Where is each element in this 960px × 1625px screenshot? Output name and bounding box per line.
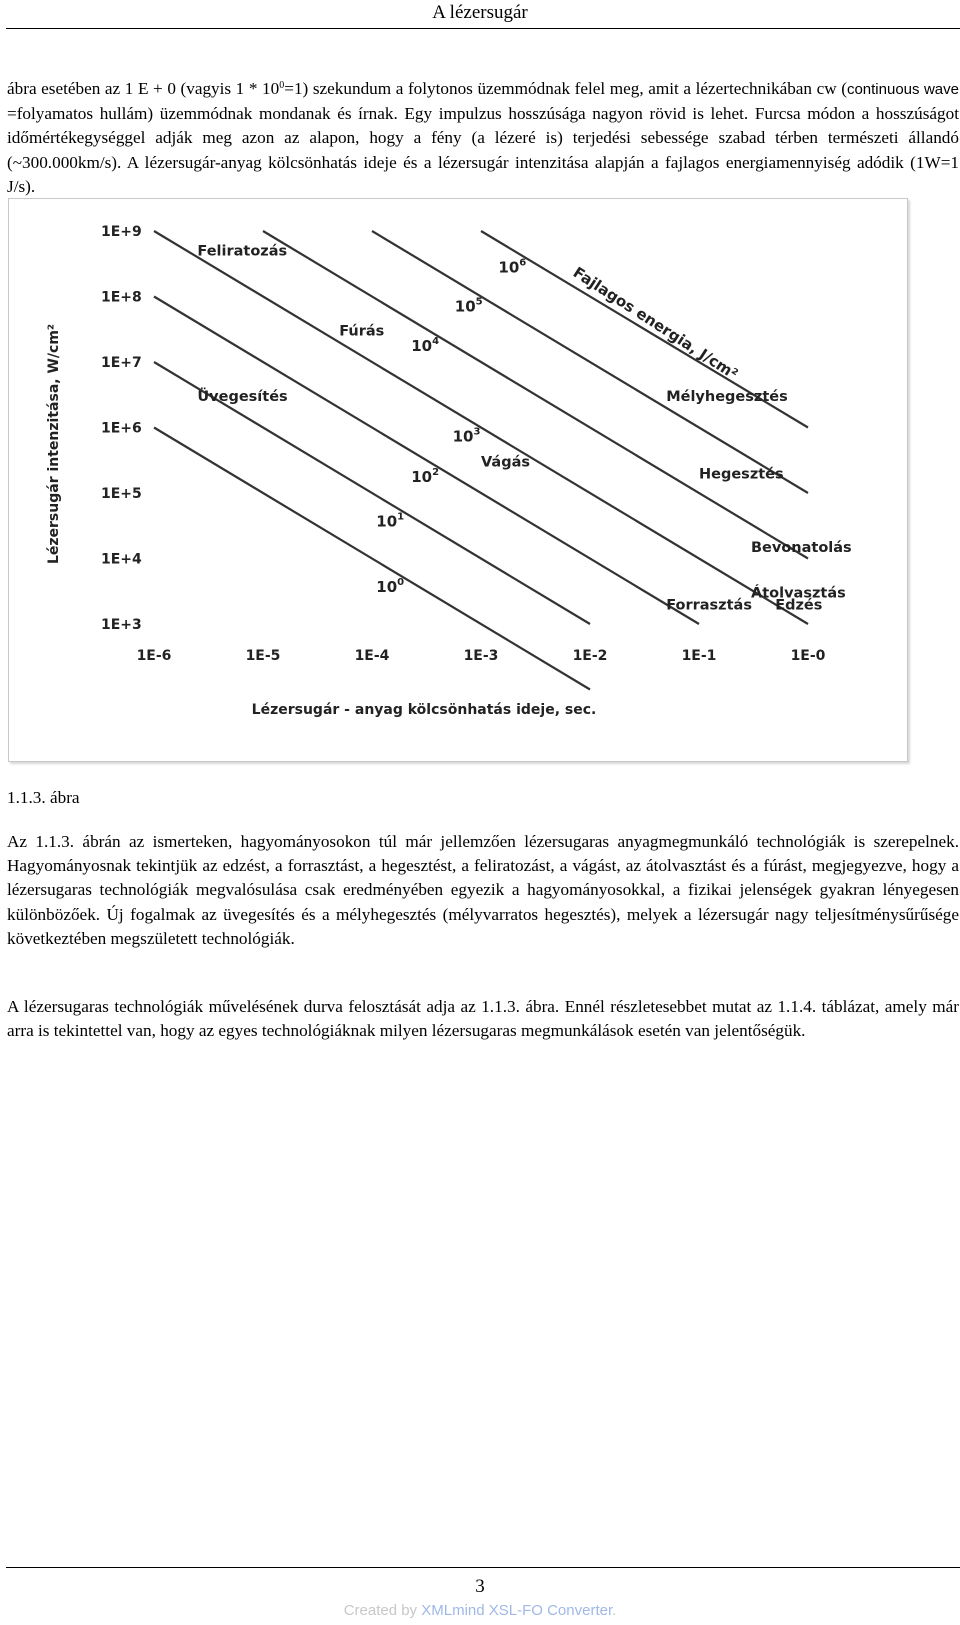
x-tick-label: 1E-1 <box>681 648 717 664</box>
creator-suffix: . <box>612 1602 617 1619</box>
footer-divider <box>6 1567 960 1568</box>
region-label: Mélyhegesztés <box>666 389 788 406</box>
region-label: Vágás <box>481 454 531 471</box>
y-tick-label: 1E+6 <box>101 420 142 437</box>
intro-paragraph <box>7 77 959 199</box>
y-tick-label: 1E+9 <box>101 224 142 240</box>
region-label: Hegesztés <box>699 466 784 483</box>
x-axis-title: Lézersugár - anyag kölcsönhatás ideje, sec. <box>251 702 597 718</box>
process-regions <box>197 244 851 614</box>
y-tick-label: 1E+4 <box>101 551 142 568</box>
x-tick-label: 1E-5 <box>245 648 281 664</box>
energy-line-3 <box>154 231 808 624</box>
x-axis-ticks <box>137 648 826 664</box>
y-tick-label: 1E+8 <box>101 289 142 306</box>
intro-superscript: 0 <box>279 80 285 91</box>
region-label: Átolvasztás <box>751 585 846 602</box>
y-axis-title: Lézersugár intenzitása, W/cm² <box>46 323 62 565</box>
creator-note <box>0 1601 960 1621</box>
intro-text-c: =folyamatos hullám) üzemmódnak mondanak és írnak. Egy impulzus hosszúsága nagyon rövid is lehet. Furcsa módon a hosszúságot időmértékegységgel adják meg azon az alapon, hogy a fény (a lézeré is) terjedési sebessége szabad térben természeti állandó (~300.000km/s). A lézersugár-anyag kölcsönhatás ideje és a lézersugár intenzitása alapján a fajlagos energiamennyiség adódik (1W=1 J/s). <box>7 104 959 196</box>
page-number: 3 <box>475 1576 485 1597</box>
creator-prefix: Created by <box>343 1602 422 1619</box>
header-divider <box>6 28 960 29</box>
region-label: Bevonatolás <box>751 540 852 556</box>
body-paragraph-2: A lézersugaras technológiák művelésének durva felosztását adja az 1.1.3. ábra. Ennél részletesebbet mutat az 1.1.4. táblázat, amely már arra is tekintettel van, hogy az egyes technológiáknak milyen lézersugaras megmunkálások esetén van jelentőségük. <box>7 997 959 1041</box>
creator-brand: XMLmind XSL-FO Converter <box>421 1602 613 1619</box>
energy-value-label: $10^0$ <box>376 576 405 596</box>
x-tick-label: 1E-6 <box>136 648 172 664</box>
laser-process-chart <box>8 198 908 762</box>
intro-text-a: ábra esetében az 1 E + 0 (vagyis 1 * 10 <box>7 79 280 98</box>
running-header: A lézersugár <box>432 2 528 23</box>
body-paragraph-1: Az 1.1.3. ábrán az ismerteken, hagyományosokon túl már jellemzően lézersugaras anyagmegmunkáló technológiák is szerepelnek. Hagyományosnak tekintjük az edzést, a forrasztást, a hegesztést, a feliratozást, a vágást, az átolvasztást és a fúrást, megjegyezve, hogy a lézersugaras technológiák megvalósulása csak eredményében egyezik a hagyományosokkal, a fizikai jelenségek gyakran lényegesen különbözőek. Új fogalmak az üvegesítés és a mélyhegesztés (mélyvarratos hegesztés), melyek a lézersugár nagy teljesítménysűrűsége következtében megszületett technológiák. <box>7 832 959 948</box>
region-label: Fúrás <box>339 323 385 340</box>
chart-svg <box>9 199 907 761</box>
energy-value-label: $10^1$ <box>376 511 405 531</box>
energy-value-label: $10^6$ <box>498 257 527 277</box>
region-label: Edzés <box>775 597 823 614</box>
region-label: Feliratozás <box>197 243 288 260</box>
energy-value-label: $10^2$ <box>411 466 440 486</box>
intro-continuous-wave: continuous wave <box>846 81 959 98</box>
figure-caption: 1.1.3. ábra <box>7 788 80 807</box>
energy-axis-label: Fajlagos energia, J/cm² <box>569 263 742 384</box>
x-tick-label: 1E-4 <box>354 648 390 664</box>
x-tick-label: 1E-2 <box>572 648 608 664</box>
intro-text-b: =1) szekundum a folytonos üzemmódnak felel meg, amit a lézertechnikában cw ( <box>284 79 847 98</box>
energy-value-label: $10^3$ <box>452 426 481 446</box>
energy-value-label: $10^5$ <box>454 296 483 316</box>
region-label: Forrasztás <box>666 597 752 614</box>
energy-value-labels <box>376 257 526 596</box>
x-tick-label: 1E-0 <box>790 648 826 664</box>
y-tick-label: 1E+7 <box>101 355 142 371</box>
y-tick-label: 1E+5 <box>101 486 142 502</box>
y-axis-ticks <box>101 224 142 633</box>
x-tick-label: 1E-3 <box>463 648 499 664</box>
y-tick-label: 1E+3 <box>101 617 142 633</box>
energy-value-label: $10^4$ <box>411 335 440 355</box>
region-label: Üvegesítés <box>197 389 288 406</box>
